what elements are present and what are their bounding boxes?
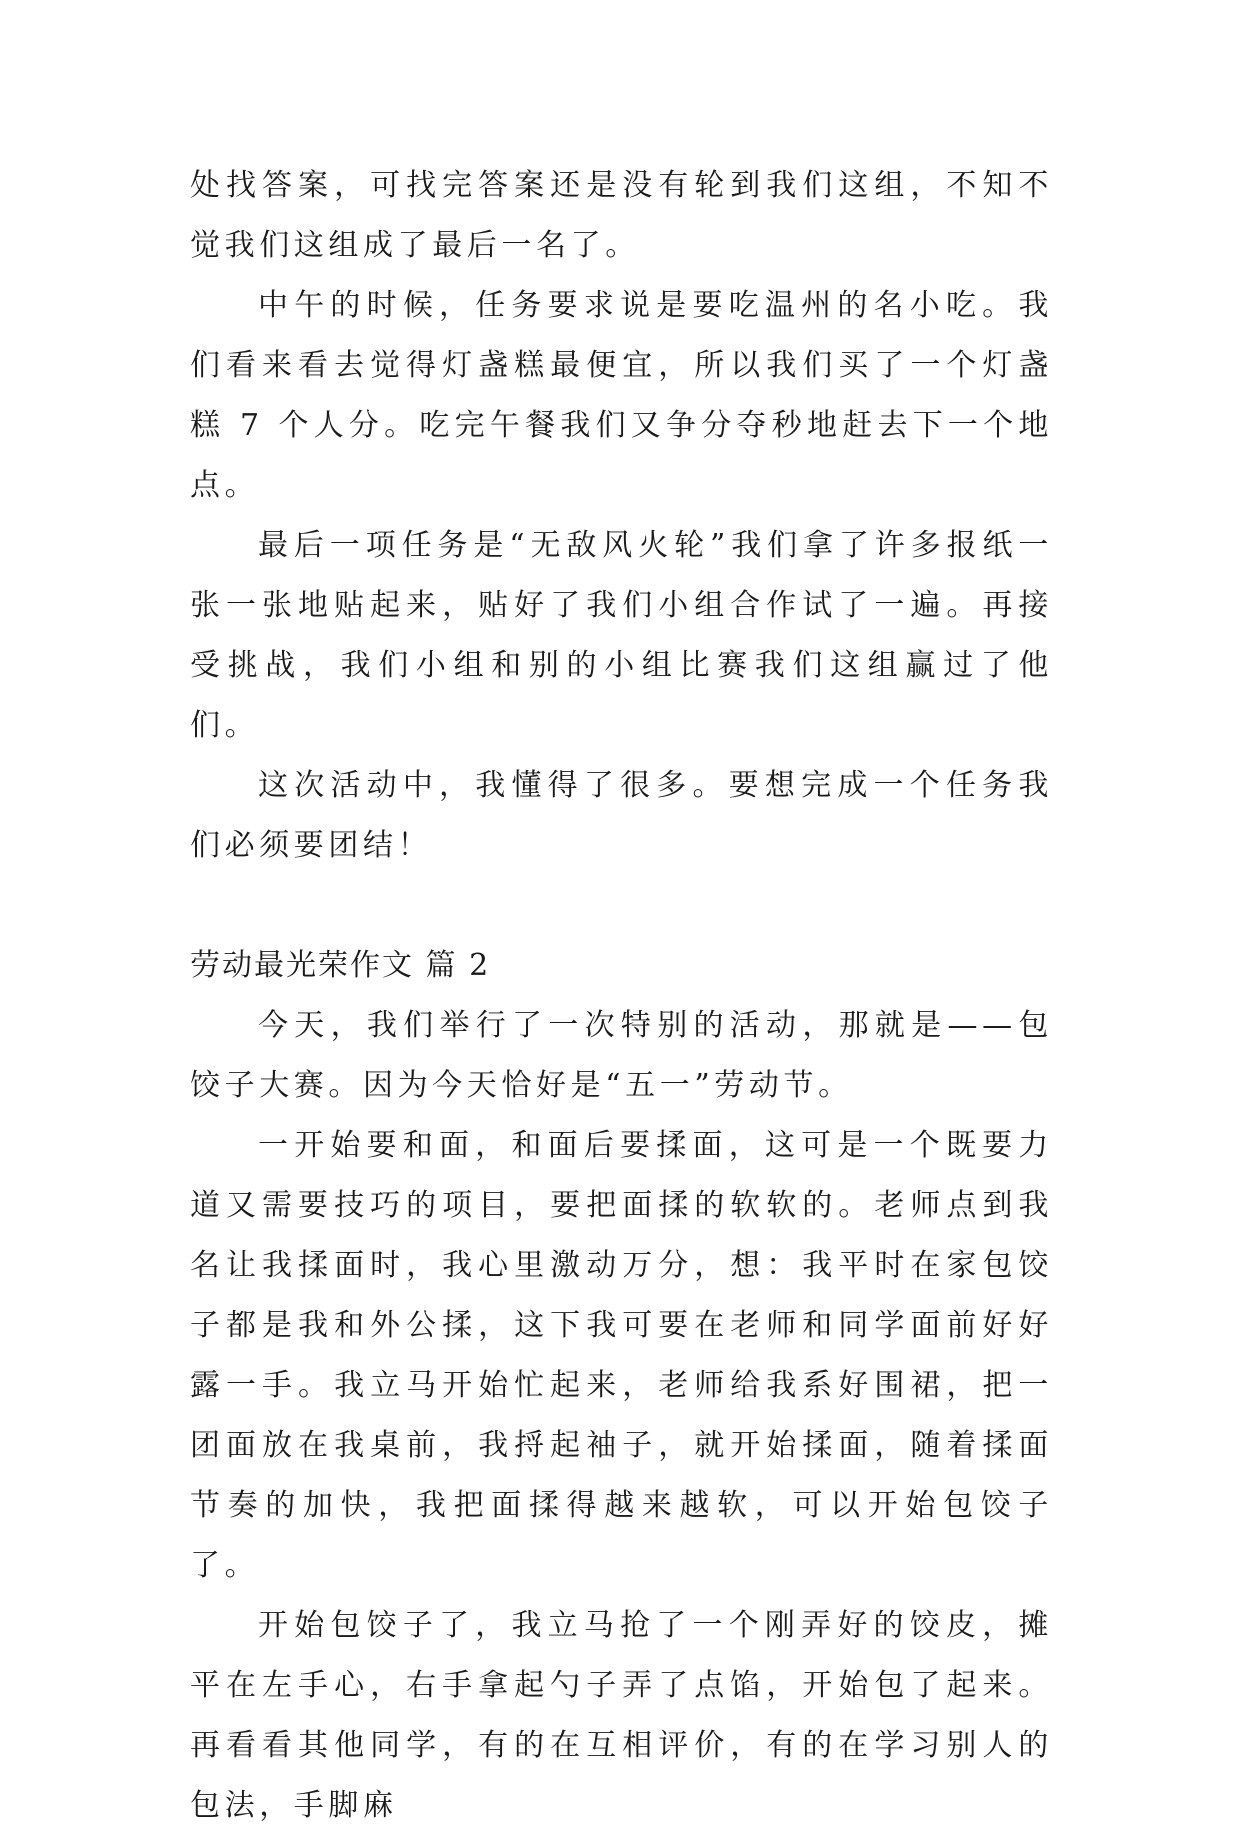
section-heading: 劳动最光荣作文 篇 2 (190, 948, 491, 983)
paragraph-last-task: 最后一项任务是“无敌风火轮”我们拿了许多报纸一张一张地贴起来，贴好了我们小组合作试了一遍。再接受挑战，我们小组和别的小组比赛我们这组赢过了他们。 (190, 528, 1053, 743)
paragraph-intro: 今天，我们举行了一次特别的活动，那就是——包饺子大赛。因为今天恰好是“五一”劳动节。 (190, 1008, 1053, 1103)
paragraph-lunch: 中午的时候，任务要求说是要吃温州的名小吃。我们看来看去觉得灯盏糕最便宜，所以我们买了一个灯盏糕 7 个人分。吃完午餐我们又争分夺秒地赶去下一个地点。 (190, 288, 1053, 503)
paragraph-kneading: 一开始要和面，和面后要揉面，这可是一个既要力道又需要技巧的项目，要把面揉的软软的。老师点到我名让我揉面时，我心里激动万分，想：我平时在家包饺子都是我和外公揉，这下我可要在老师和同学面前好好露一手。我立马开始忙起来，老师给我系好围裙，把一团面放在我桌前，我捋起袖子，就开始揉面，随着揉面节奏的加快，我把面揉得越来越软，可以开始包饺子了。 (190, 1128, 1053, 1583)
paragraph-conclusion: 这次活动中，我懂得了很多。要想完成一个任务我们必须要团结！ (190, 768, 1053, 863)
paragraph-wrapping: 开始包饺子了，我立马抢了一个刚弄好的饺皮，摊平在左手心，右手拿起勺子弄了点馅，开始包了起来。再看看其他同学，有的在互相评价，有的在学习别人的包法，手脚麻 (190, 1608, 1053, 1823)
document-body (190, 156, 1053, 1836)
paragraph-continued: 处找答案，可找完答案还是没有轮到我们这组，不知不觉我们这组成了最后一名了。 (190, 168, 1053, 263)
